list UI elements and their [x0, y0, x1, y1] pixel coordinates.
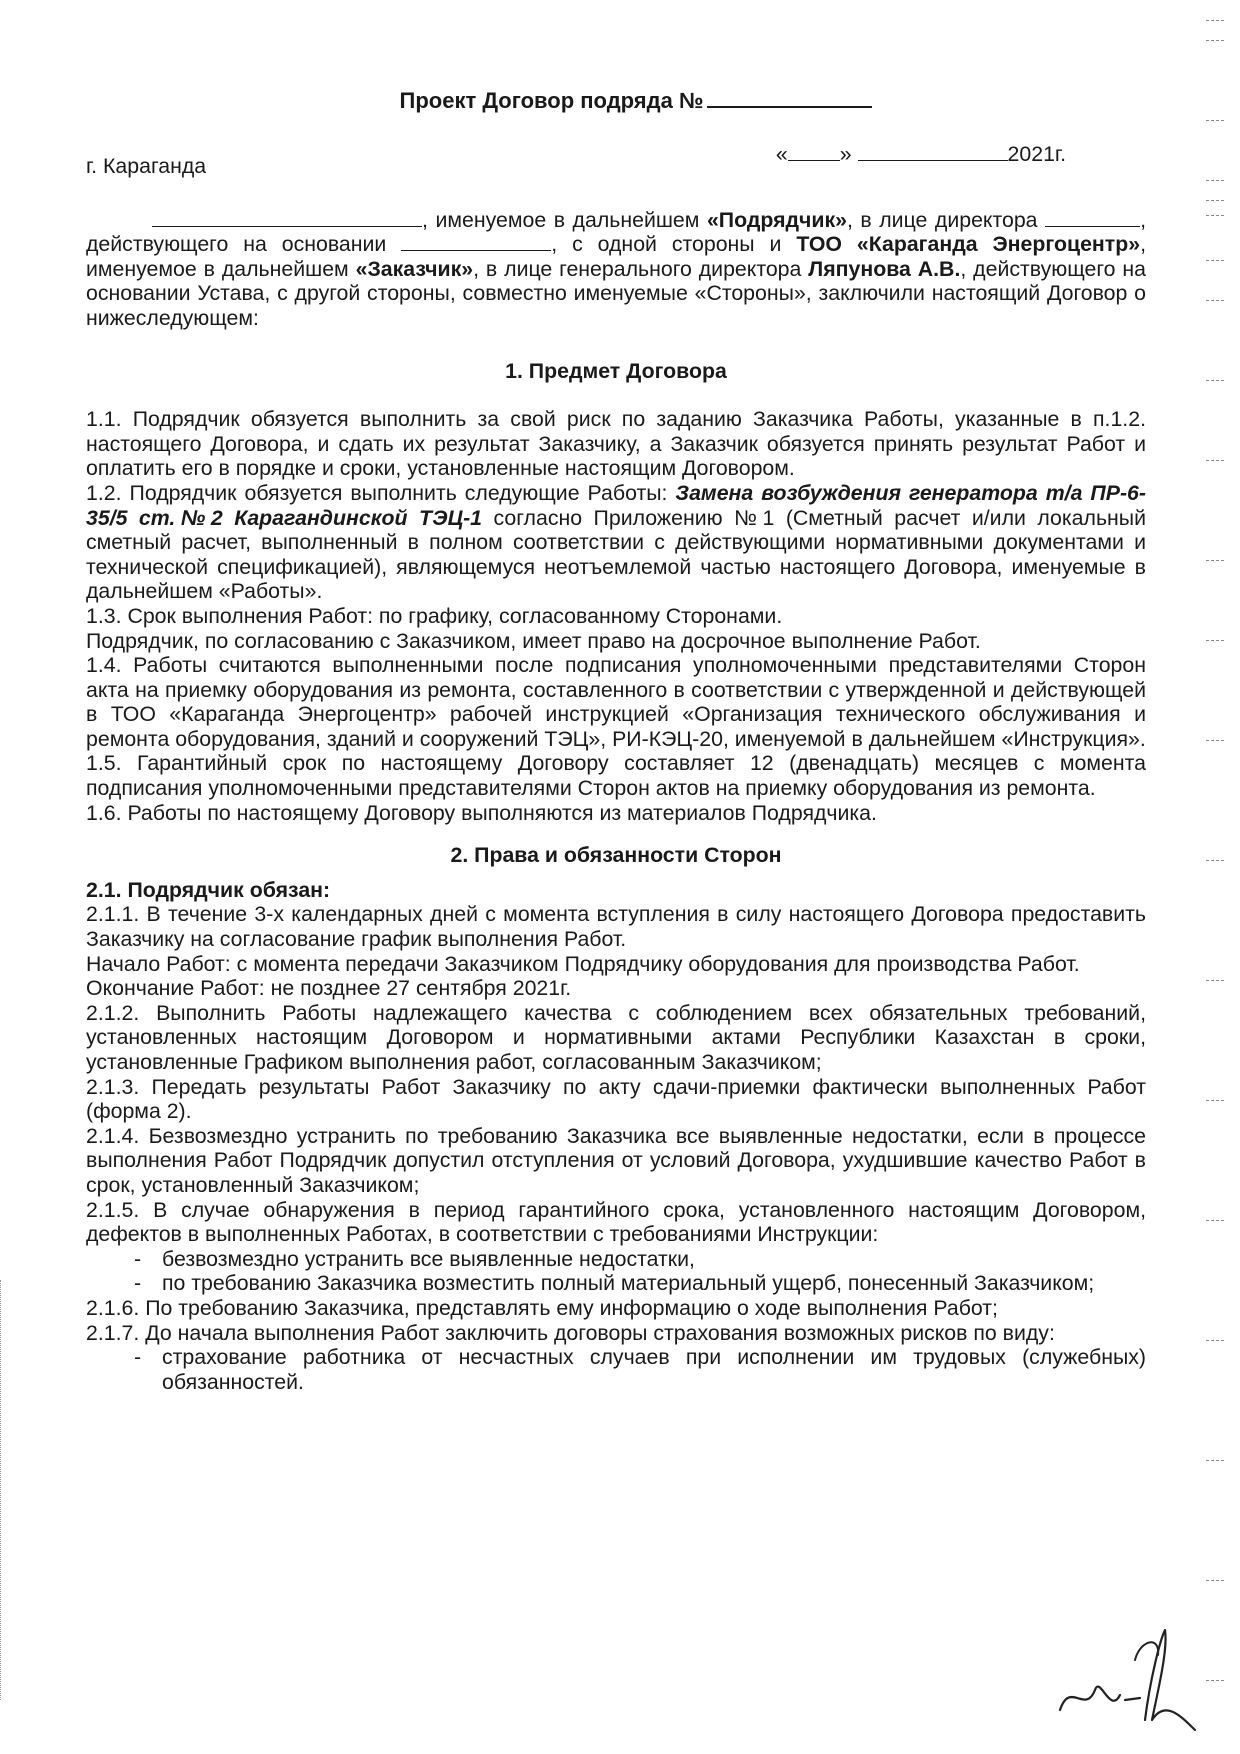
work-description: Замена возбуждения генератора т/а ПР-6-35/5 ст.№2 Карагандинской ТЭЦ-1 — [86, 480, 1146, 530]
customer-director: Ляпунова А.В. — [808, 256, 961, 281]
clause-2-1-5: 2.1.5. В случае обнаружения в период гарантийного срока, установленного настоящим Договором, дефектов в выполненных Работах, в соответствии с требованиями Инструкции: — [86, 1197, 1146, 1247]
place-date-line — [86, 142, 1146, 182]
date-quote-open: « — [775, 141, 788, 166]
clause-2-1-7: 2.1.7. До начала выполнения Работ заключить договоры страхования возможных рисков по виду: — [86, 1320, 1055, 1345]
clause-1-4: 1.4. Работы считаются выполненными после подписания уполномоченными представителями Сторон акта на приемку оборудования из ремонта, составленного в соответствии с утвержденной и действующей в ТОО «Караганда Энергоцентр» рабочей инструкцией «Организация технического обслуживания и ремонта оборудования, зданий и сооружений ТЭЦ», РИ-КЭЦ-20, именуемой в дальнейшем «Инструкция». — [86, 653, 1146, 751]
scan-margin-marks — [1200, 0, 1240, 1754]
clause-1-1: 1.1. Подрядчик обязуется выполнить за свой риск по заданию Заказчика Работы, указанные в п.1.2. настоящего Договора, и сдать их результат Заказчику, а Заказчик обязуется принять результат Работ и оплатить его в порядке и сроки, установленные настоящим Договором. — [86, 407, 1146, 481]
contractor-term: «Подрядчик» — [706, 207, 847, 232]
clause-1-2-end: согласно Приложению №1 (Сметный расчет и/или локальный сметный расчет, выполненный в полном соответствии с действующими нормативными документами и технической спецификацией), являющемуся неотъемлемой частью настоящего Договора, именуемые в дальнейшем «Работы». — [86, 505, 1146, 604]
title-text: Проект Договор подряда № — [399, 88, 704, 113]
clause-2-1-heading: 2.1. Подрядчик обязан: — [86, 877, 331, 902]
signature-mark — [1040, 1620, 1200, 1740]
clause-1-3: 1.3. Срок выполнения Работ: по графику, согласованному Сторонами. — [86, 603, 783, 628]
section-2-heading: 2. Права и обязанности Сторон — [450, 843, 782, 868]
date-year: 2021г. — [1007, 141, 1066, 166]
clause-2-1-3: 2.1.3. Передать результаты Работ Заказчику по акту сдачи-приемки фактически выполненных Работ (форма 2). — [86, 1074, 1146, 1124]
preamble-paragraph — [86, 208, 1146, 331]
contractor-basis-blank — [401, 232, 551, 251]
contract-number-blank — [707, 88, 872, 108]
work-end: Окончание Работ: не позднее 27 сентября 2021г. — [86, 976, 572, 1001]
date-quote-close: » — [839, 141, 852, 166]
contract-body — [86, 88, 1146, 1394]
clause-2-1-1: 2.1.1. В течение 3-х календарных дней с момента вступления в силу настоящего Договора предоставить Заказчику на согласование график выполнения Работ. — [86, 902, 1146, 952]
clause-1-2-start: 1.2. Подрядчик обязуется выполнить следующие Работы: — [86, 480, 676, 505]
contract-date — [776, 142, 1066, 167]
customer-organization: ТОО «Караганда Энергоцентр» — [796, 232, 1141, 257]
clause-1-5: 1.5. Гарантийный срок по настоящему Договору составляет 12 (двенадцать) месяцев с момента подписания уполномоченными представителями Сторон актов на приемку оборудования из ремонта. — [86, 751, 1146, 801]
city: г. Караганда — [86, 153, 207, 178]
list-item: - безвозмездно устранить все выявленные недостатки, — [86, 1247, 1146, 1272]
clause-2-1-4: 2.1.4. Безвозмездно устранить по требованию Заказчика все выявленные недостатки, если в процессе выполнения Работ Подрядчик допустил отступления от условий Договора, ухудшившие качество Работ в срок, установленный Заказчиком; — [86, 1123, 1146, 1197]
clause-1-2 — [86, 481, 1146, 604]
month-blank — [858, 142, 1008, 161]
document-title — [86, 88, 1146, 114]
preamble-text-1: , именуемое в дальнейшем — [422, 207, 707, 232]
day-blank — [788, 142, 840, 161]
clause-2-1-2: 2.1.2. Выполнить Работы надлежащего качества с соблюдением всех обязательных требований, установленных настоящим Договором и нормативными актами Республики Казахстан в сроки, установленные Графиком выполнения работ, согласованным Заказчиком; — [86, 1000, 1146, 1074]
list-item: - страхование работника от несчастных случаев при исполнении им трудовых (служебных) обязанностей. — [86, 1345, 1146, 1394]
preamble-text-2: , в лице директора — [846, 207, 1046, 232]
clause-1-3-note: Подрядчик, по согласованию с Заказчиком, имеет право на досрочное выполнение Работ. — [86, 628, 981, 653]
preamble-text-5: , именуемое в дальнейшем — [86, 232, 1146, 281]
section-1-heading: 1. Предмет Договора — [505, 358, 727, 383]
preamble-text-7: , действующего на основании Устава, с другой стороны, совместно именуемые «Стороны», заключили настоящий Договор о нижеследующем: — [86, 256, 1146, 330]
contractor-name-blank — [152, 208, 422, 227]
work-start: Начало Работ: с момента передачи Заказчиком Подрядчику оборудования для производства Работ. — [86, 951, 1080, 976]
contractor-director-blank — [1045, 208, 1140, 227]
customer-term: «Заказчик» — [355, 256, 474, 281]
preamble-text-4: , с одной стороны и — [551, 232, 797, 257]
preamble-text-3: , действующего на основании — [86, 207, 1146, 257]
scan-left-edge — [0, 1280, 15, 1700]
clause-2-1-6: 2.1.6. По требованию Заказчика, представлять ему информацию о ходе выполнения Работ; — [86, 1295, 998, 1320]
clause-1-6: 1.6. Работы по настоящему Договору выполняются из материалов Подрядчика. — [86, 800, 877, 825]
list-item: - по требованию Заказчика возместить полный материальный ущерб, понесенный Заказчиком; — [86, 1271, 1146, 1296]
preamble-text-6: , в лице генерального директора — [473, 256, 809, 281]
